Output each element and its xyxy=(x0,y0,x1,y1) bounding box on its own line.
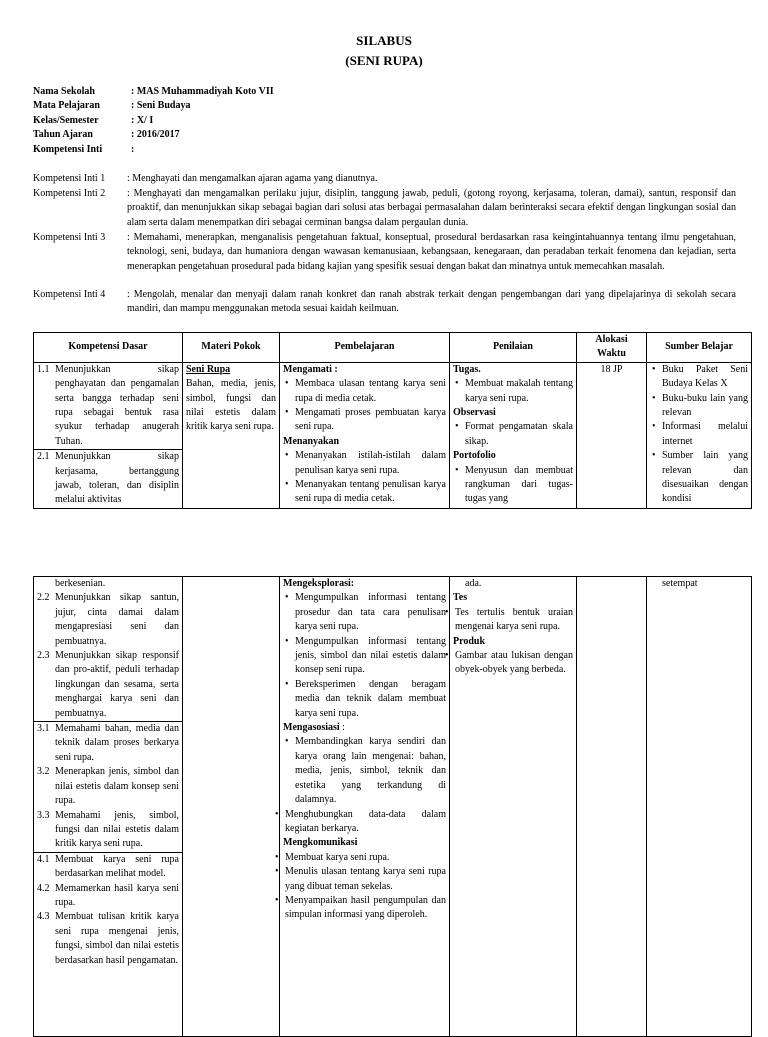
ki-label: Kompetensi Inti 4 xyxy=(33,289,106,300)
list-item: • Mengumpulkan informasi tentang prosedur dan tata cara penulisan karya seni rupa. xyxy=(295,591,446,634)
list-item: • Format pengamatan skala sikap. xyxy=(465,420,573,449)
list-item: • Membuat makalah tentang karya seni rupa. xyxy=(465,377,573,406)
list-item: • Menyusun dan membuat rangkuman dari tugas-tugas yang xyxy=(465,464,573,507)
info-label: Tahun Ajaran xyxy=(33,129,93,141)
list-item: • Menanyakan tentang penulisan karya seni rupa di media cetak. xyxy=(295,478,446,507)
list-item: • Gambar atau lukisan dengan obyek-obyek yang berbeda. xyxy=(455,649,573,678)
kd-text: Memamerkan hasil karya seni rupa. xyxy=(55,882,179,908)
list-item: • Membaca ulasan tentang karya seni rupa di media cetak. xyxy=(295,377,446,406)
info-label: Kelas/Semester xyxy=(33,114,99,126)
list-item: • Bereksperimen dengan beragam media dan teknik dalam membuat karya seni rupa. xyxy=(295,678,446,721)
header-penilaian: Penilaian xyxy=(450,333,577,363)
ki-2 xyxy=(33,187,736,230)
kd-text: Menunjukkan sikap santun, jujur, cinta damai dalam mengapresiasi seni dan pembuatnya. xyxy=(55,592,179,647)
kd-text: Menunjukkan sikap kerjasama, bertanggung jawab, toleran, dan disiplin melalui aktivitas xyxy=(55,451,179,506)
penilaian-cell xyxy=(450,362,577,508)
list-item: • Menanyakan istilah-istilah dalam penulisan karya seni rupa. xyxy=(295,449,446,478)
tugas-heading: Tugas. xyxy=(453,363,481,375)
alokasi-cell xyxy=(577,577,647,1037)
ki-3 xyxy=(33,231,736,274)
tes-heading: Tes xyxy=(453,592,468,604)
list-item: • Buku Paket Seni Budaya Kelas X xyxy=(662,363,748,392)
kd-number: 3.2 xyxy=(37,766,50,778)
ki-text: : Memahami, menerapkan, menganalisis pengetahuan faktual, konseptual, prosedural berdasarkan rasa keingintahuannya tentang ilmu pengetahuan, teknologi, seni, budaya, dan humaniora dengan wawasan kemanusiaan, kebangsaan, kenegaraan, dan peradaban terkait fenomena dan kejadian, serta menerapkan pengetahuan prosedural pada bidang kajian yang spesifik sesuai dengan bakat dan minatnya untuk memecahkan masalah. xyxy=(127,232,736,272)
list-item: • Mengumpulkan informasi tentang jenis, simbol dan nilai estetis dalam konsep seni rupa. xyxy=(295,635,446,678)
materi-title: Seni Rupa xyxy=(186,363,231,375)
mengeksplorasi-heading: Mengeksplorasi: xyxy=(283,578,355,589)
penilaian-continued: ada. xyxy=(465,578,482,589)
kd-number: 4.1 xyxy=(37,853,50,865)
penilaian-cell xyxy=(450,577,577,1037)
alokasi-cell: 18 JP xyxy=(577,362,647,508)
materi-text: Bahan, media, jenis, simbol, fungsi dan nilai estetis dalam kritik karya seni rupa. xyxy=(186,378,276,433)
kd-text: Menerapkan jenis, simbol dan nilai estetis dalam konsep seni rupa. xyxy=(55,766,179,807)
materi-cell xyxy=(183,577,280,1037)
header-materi-pokok: Materi Pokok xyxy=(183,333,280,363)
sumber-continued: setempat xyxy=(662,578,698,589)
list-item: • Membandingkan karya sendiri dan karya orang lain mengenai: bahan, media, jenis, simbol, teknik dan estetika yang terkandung di dalamnya. xyxy=(295,735,446,807)
syllabus-table-continued xyxy=(33,576,752,1037)
ki-text: : Mengolah, menalar dan menyaji dalam ranah konkret dan ranah abstrak terkait dengan pengembangan dari yang dipelajarinya di sekolah secara mandiri, dan mampu menggunakan metoda sesuai kaidah keilmuan. xyxy=(127,289,736,315)
list-item: • Buku-buku lain yang relevan xyxy=(662,392,748,421)
kd-number: 1.1 xyxy=(37,363,50,375)
list-item: • Tes tertulis bentuk uraian mengenai karya seni rupa. xyxy=(455,606,573,635)
kd-number: 2.1 xyxy=(37,451,50,463)
sumber-cell xyxy=(647,362,752,508)
document-title: SILABUS xyxy=(356,33,412,48)
identity-block xyxy=(33,85,274,157)
kd-continued: berkesenian. xyxy=(55,578,106,589)
ki-label: Kompetensi Inti 2 xyxy=(33,188,106,199)
kd-number: 4.3 xyxy=(37,911,50,923)
info-label: Kompetensi Inti xyxy=(33,143,103,155)
pembelajaran-cell xyxy=(280,362,450,508)
kd-text: Membuat karya seni rupa berdasarkan melihat model. xyxy=(55,853,179,880)
ki-4 xyxy=(33,288,736,317)
pembelajaran-cell xyxy=(280,577,450,1037)
menanyakan-heading: Menanyakan xyxy=(283,435,340,447)
list-item: • Menyampaikan hasil pengumpulan dan simpulan informasi yang diperoleh. xyxy=(285,894,446,923)
document-subtitle: (SENI RUPA) xyxy=(345,53,423,68)
info-value: : 2016/2017 xyxy=(131,129,180,141)
kd-text: Memahami jenis, simbol, fungsi dan nilai estetis dalam kritik karya seni rupa. xyxy=(55,809,179,850)
materi-cell xyxy=(183,362,280,508)
ki-label: Kompetensi Inti 3 xyxy=(33,232,106,243)
mengasosiasi-heading: Mengasosiasi xyxy=(283,722,340,734)
info-value: : X/ I xyxy=(131,114,154,126)
list-item: • Informasi melalui internet xyxy=(662,420,748,449)
list-item: • Menghubungkan data-data dalam kegiatan berkarya. xyxy=(285,808,446,837)
info-value: : xyxy=(131,143,135,155)
ki-text: : Menghayati dan mengamalkan perilaku jujur, disiplin, tanggung jawab, peduli, (gotong royong, kerjasama, toleran, damai), santun, responsif dan proaktif, dan menunjukkan sikap sebagai bagian dari solusi atas berbagai permasalahan dalam berinteraksi secara efektif dengan lingkungan sosial dan alam serta dalam menempatkan diri sebagai cerminan bangsa dalam pergaulan dunia. xyxy=(127,188,736,228)
ki-1 xyxy=(33,172,736,186)
header-kompetensi-dasar: Kompetensi Dasar xyxy=(34,333,183,363)
syllabus-table-top xyxy=(33,332,752,509)
header-sumber-belajar: Sumber Belajar xyxy=(647,333,752,363)
kd-number: 3.1 xyxy=(37,723,50,735)
ki-label: Kompetensi Inti 1 xyxy=(33,173,106,184)
kd-number: 4.2 xyxy=(37,882,50,894)
info-label: Nama Sekolah xyxy=(33,86,95,97)
info-value: : Seni Budaya xyxy=(131,100,191,112)
observasi-heading: Observasi xyxy=(453,407,496,419)
produk-heading: Produk xyxy=(453,635,486,647)
header-alokasi-waktu: Alokasi Waktu xyxy=(577,333,647,363)
kd-number: 2.2 xyxy=(37,592,50,604)
mengamati-heading: Mengamati : xyxy=(283,363,338,375)
list-item: • Membuat karya seni rupa. xyxy=(285,851,446,865)
list-item: • Mengamati proses pembuatan karya seni rupa. xyxy=(295,406,446,435)
kd-text: Membuat tulisan kritik karya seni rupa mengenai jenis, fungsi, simbol dan nilai estetis berdasarkan hasil pengamatan. xyxy=(55,911,179,966)
kd-cell xyxy=(34,577,183,1037)
mengasosiasi-colon: : xyxy=(339,722,345,734)
sumber-cell xyxy=(647,577,752,1037)
portofolio-heading: Portofolio xyxy=(453,450,496,462)
list-item: • Sumber lain yang relevan dan disesuaikan dengan kondisi xyxy=(662,449,748,507)
kd-number: 3.3 xyxy=(37,809,50,821)
info-label: Mata Pelajaran xyxy=(33,100,100,112)
kd-text: Menunjukkan sikap responsif dan pro-aktif, peduli terhadap lingkungan dan sesama, serta menghargai karya seni dan pembuatnya. xyxy=(55,650,179,719)
mengkomunikasi-heading: Mengkomunikasi xyxy=(283,837,358,849)
ki-text: : Menghayati dan mengamalkan ajaran agama yang dianutnya. xyxy=(127,173,378,184)
list-item: • Menulis ulasan tentang karya seni rupa yang dibuat teman sekelas. xyxy=(285,865,446,894)
kd-cell xyxy=(34,362,183,508)
kd-text: Menunjukkan sikap penghayatan dan pengamalan serta bangga terhadap seni rupa sebagai bentuk rasa syukur terhadap anugerah Tuhan. xyxy=(55,363,179,447)
kd-number: 2.3 xyxy=(37,650,50,662)
header-pembelajaran: Pembelajaran xyxy=(280,333,450,363)
kd-text: Memahami bahan, media dan teknik dalam proses berkarya seni rupa. xyxy=(55,723,179,763)
info-value: : MAS Muhammadiyah Koto VII xyxy=(131,86,274,97)
